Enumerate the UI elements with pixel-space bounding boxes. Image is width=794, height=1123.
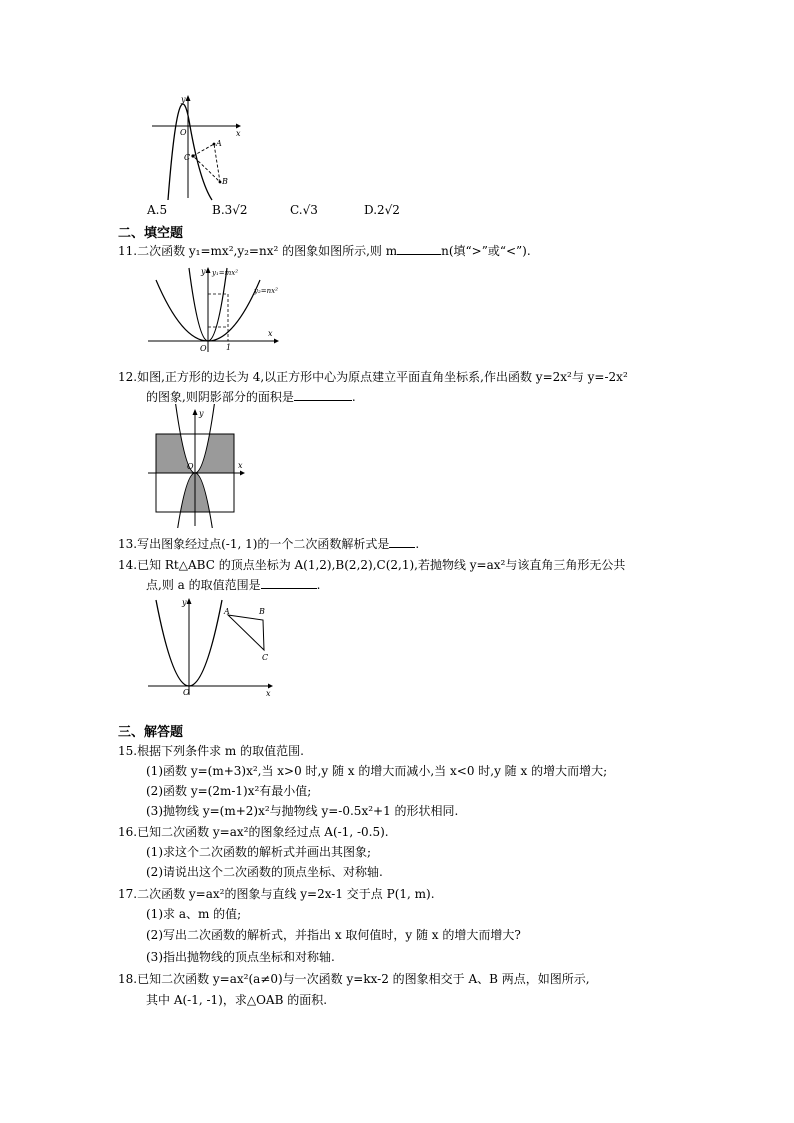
q12-y-arrow-icon: [193, 409, 198, 415]
q14-stem-line1: 14.已知 Rt△ABC 的顶点坐标为 A(1,2),B(2,2),C(2,1),若抛物线 y=ax²与该直角三角形无公共: [118, 558, 626, 572]
q14-label-o: O: [183, 688, 190, 697]
q11-x-arrow-icon: [274, 339, 279, 344]
q17-stem: 17.二次函数 y=ax²的图象与直线 y=2x-1 交于点 P(1, m).: [118, 887, 435, 901]
q16-stem: 16.已知二次函数 y=ax²的图象经过点 A(-1, -0.5).: [118, 825, 389, 839]
q10-label-a: A: [216, 139, 222, 148]
q11-y-arrow-icon: [206, 267, 211, 273]
q17-part-3: (3)指出抛物线的顶点坐标和对称轴.: [146, 950, 335, 964]
q10-label-y: y: [181, 95, 186, 104]
q14-y-arrow-icon: [187, 598, 192, 604]
q12-answer-blank[interactable]: [294, 388, 352, 401]
q11-stem-post: n(填“>”或“<”).: [441, 244, 531, 258]
q12-stem-pre: 的图象,则阴影部分的面积是: [146, 390, 294, 404]
q18-stem-line1: 18.已知二次函数 y=ax²(a≠0)与一次函数 y=kx-2 的图象相交于 A、B 两点，如图所示,: [118, 972, 590, 986]
q11-label-y2: y₂=nx²: [254, 287, 278, 295]
q11-figure: [146, 264, 286, 354]
q12-label-y: y: [199, 409, 204, 418]
q16-part-2: (2)请说出这个二次函数的顶点坐标、对称轴.: [146, 865, 383, 879]
q15-part-2: (2)函数 y=(2m-1)x²有最小值;: [146, 784, 312, 798]
q11-label-y: y: [201, 267, 206, 276]
q11-label-one: 1: [226, 343, 232, 352]
q14-label-y: y: [182, 598, 187, 607]
q10-label-o: O: [180, 128, 187, 137]
q11-label-o: O: [200, 344, 207, 353]
q12-label-x: x: [238, 461, 243, 470]
q13-stem-post: .: [415, 537, 420, 551]
q11-stem: [118, 242, 531, 260]
q14-figure: [146, 595, 280, 697]
q11-label-x: x: [268, 329, 273, 338]
q10-label-x: x: [236, 129, 241, 138]
q10-point-a: [213, 143, 216, 146]
section-3-title: 三、解答题: [118, 725, 184, 740]
q10-dashed-triangle: [193, 144, 220, 182]
section-2-title: 二、填空题: [118, 226, 184, 241]
q15-part-3: (3)抛物线 y=(m+2)x²与抛物线 y=-0.5x²+1 的形状相同.: [146, 804, 459, 818]
q14-label-b: B: [259, 607, 265, 616]
q12-figure: [148, 404, 248, 528]
q10-x-arrow-icon: [236, 124, 241, 129]
q15-part-1: (1)函数 y=(m+3)x²,当 x>0 时,y 随 x 的增大而减小,当 x<0 时,y 随 x 的增大而增大;: [146, 764, 608, 778]
q11-label-y1: y₁=mx²: [212, 269, 239, 277]
q14-stem-pre: 点,则 a 的取值范围是: [146, 578, 261, 592]
q14-label-a: A: [224, 607, 230, 616]
q10-point-c: [191, 154, 194, 157]
q18-stem-line2: 其中 A(-1, -1)，求△OAB 的面积.: [146, 993, 328, 1007]
q16-part-1: (1)求这个二次函数的解析式并画出其图象;: [146, 845, 372, 859]
q13-answer-blank[interactable]: [389, 535, 415, 548]
q10-option-b: B.3√2: [212, 203, 248, 217]
q12-stem-line1: 12.如图,正方形的边长为 4,以正方形中心为原点建立平面直角坐标系,作出函数 y=2x²与 y=-2x²: [118, 370, 628, 384]
q14-answer-blank[interactable]: [261, 576, 317, 589]
q17-part-1: (1)求 a、m 的值;: [146, 907, 242, 921]
q14-stem-post: .: [316, 578, 321, 592]
q17-part-2: (2)写出二次函数的解析式，并指出 x 取何值时，y 随 x 的增大而增大?: [146, 928, 521, 942]
q14-triangle: [228, 615, 264, 650]
q10-y-arrow-icon: [186, 95, 191, 101]
q10-point-b: [219, 181, 222, 184]
q10-label-c: C: [184, 153, 191, 162]
q10-option-d: D.2√2: [364, 203, 400, 217]
q11-stem-pre: 11.二次函数 y₁=mx²,y₂=nx² 的图象如图所示,则 m: [118, 244, 398, 258]
q11-answer-blank[interactable]: [397, 242, 441, 255]
q13-stem: [118, 535, 419, 553]
q14-label-c: C: [262, 653, 269, 662]
q10-parabola: [168, 104, 212, 200]
q14-stem-line2: [146, 576, 320, 594]
q10-option-a: A.5: [147, 203, 168, 217]
q12-x-arrow-icon: [240, 471, 245, 476]
q15-stem: 15.根据下列条件求 m 的取值范围.: [118, 744, 304, 758]
q13-stem-pre: 13.写出图象经过点(-1, 1)的一个二次函数解析式是: [118, 537, 390, 551]
q10-label-b: B: [222, 177, 228, 186]
q12-stem-post: .: [351, 390, 356, 404]
q10-figure: [148, 92, 248, 202]
q14-x-arrow-icon: [268, 684, 273, 689]
q10-option-c: C.√3: [290, 203, 318, 217]
q14-label-x: x: [266, 689, 271, 697]
q12-label-o: O: [187, 462, 194, 471]
